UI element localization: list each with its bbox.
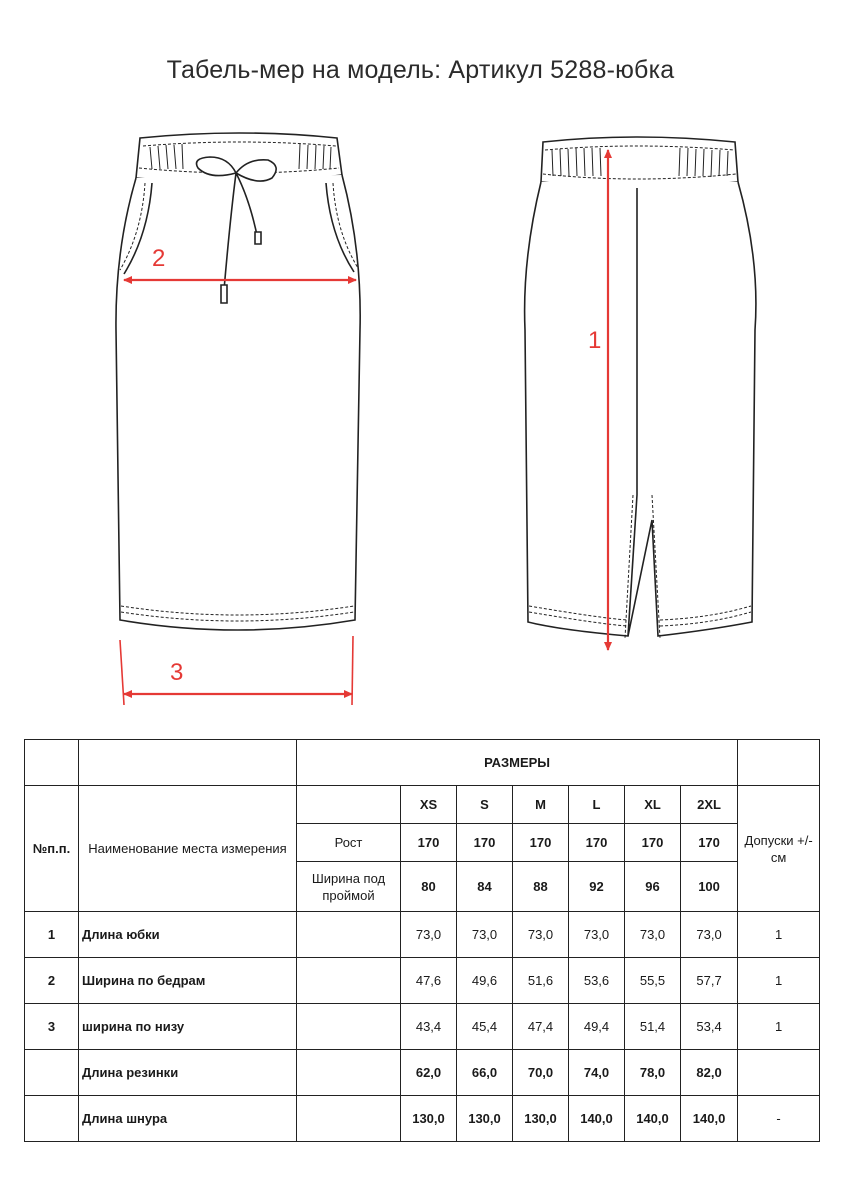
chest-value: 92 xyxy=(569,862,625,912)
row-value: 62,0 xyxy=(401,1050,457,1096)
size-2xl: 2XL xyxy=(681,786,738,824)
dimension-label-3: 3 xyxy=(170,659,184,686)
chest-value: 88 xyxy=(513,862,569,912)
height-value: 170 xyxy=(457,824,513,862)
row-value: 73,0 xyxy=(513,912,569,958)
row-value: 82,0 xyxy=(681,1050,738,1096)
size-m: M xyxy=(513,786,569,824)
chest-label: Ширина под проймой xyxy=(297,862,401,912)
row-no xyxy=(25,1050,79,1096)
row-value: 78,0 xyxy=(625,1050,681,1096)
col-name-header: Наименование места измерения xyxy=(79,786,297,912)
row-name: Длина резинки xyxy=(79,1050,297,1096)
col-no-header: №п.п. xyxy=(25,786,79,912)
table-row xyxy=(25,912,820,958)
row-tolerance: - xyxy=(738,1096,820,1142)
row-value: 53,6 xyxy=(569,958,625,1004)
row-name: Длина юбки xyxy=(79,912,297,958)
row-value: 51,4 xyxy=(625,1004,681,1050)
row-value: 49,6 xyxy=(457,958,513,1004)
row-value: 130,0 xyxy=(401,1096,457,1142)
row-value: 49,4 xyxy=(569,1004,625,1050)
row-tolerance xyxy=(738,1050,820,1096)
row-value: 47,4 xyxy=(513,1004,569,1050)
height-value: 170 xyxy=(513,824,569,862)
row-name: ширина по низу xyxy=(79,1004,297,1050)
measurement-table xyxy=(24,739,820,1142)
row-value: 51,6 xyxy=(513,958,569,1004)
height-value: 170 xyxy=(625,824,681,862)
row-value: 74,0 xyxy=(569,1050,625,1096)
size-xl: XL xyxy=(625,786,681,824)
row-value: 66,0 xyxy=(457,1050,513,1096)
front-view xyxy=(116,133,360,630)
header-blank-no xyxy=(25,740,79,786)
row-value: 70,0 xyxy=(513,1050,569,1096)
chest-value: 84 xyxy=(457,862,513,912)
row-value: 55,5 xyxy=(625,958,681,1004)
row-value: 73,0 xyxy=(401,912,457,958)
height-value: 170 xyxy=(569,824,625,862)
row-value: 140,0 xyxy=(681,1096,738,1142)
row-blank xyxy=(297,1004,401,1050)
row-tolerance: 1 xyxy=(738,1004,820,1050)
table-row xyxy=(25,958,820,1004)
height-value: 170 xyxy=(681,824,738,862)
row-value: 130,0 xyxy=(457,1096,513,1142)
page-title: Табель-мер на модель: Артикул 5288-юбка xyxy=(166,56,675,84)
height-value: 170 xyxy=(401,824,457,862)
row-value: 140,0 xyxy=(569,1096,625,1142)
row-blank xyxy=(297,912,401,958)
col-tolerance-header: Допуски +/- см xyxy=(738,786,820,912)
table-row xyxy=(25,1004,820,1050)
row-value: 43,4 xyxy=(401,1004,457,1050)
row-blank xyxy=(297,1050,401,1096)
row-value: 73,0 xyxy=(457,912,513,958)
row-value: 45,4 xyxy=(457,1004,513,1050)
row-no xyxy=(25,1096,79,1142)
size-xs: XS xyxy=(401,786,457,824)
size-row-blank xyxy=(297,786,401,824)
row-value: 73,0 xyxy=(681,912,738,958)
chest-value: 80 xyxy=(401,862,457,912)
row-value: 130,0 xyxy=(513,1096,569,1142)
chest-value: 100 xyxy=(681,862,738,912)
chest-value: 96 xyxy=(625,862,681,912)
dimension-label-2: 2 xyxy=(152,245,166,272)
row-name: Ширина по бедрам xyxy=(79,958,297,1004)
header-blank-tol xyxy=(738,740,820,786)
sizes-header: РАЗМЕРЫ xyxy=(297,740,738,786)
row-value: 47,6 xyxy=(401,958,457,1004)
row-no: 2 xyxy=(25,958,79,1004)
row-value: 57,7 xyxy=(681,958,738,1004)
row-tolerance: 1 xyxy=(738,912,820,958)
table-row xyxy=(25,1050,820,1096)
row-no: 3 xyxy=(25,1004,79,1050)
dimension-label-1: 1 xyxy=(588,327,602,354)
height-label: Рост xyxy=(297,824,401,862)
size-s: S xyxy=(457,786,513,824)
header-blank-name xyxy=(79,740,297,786)
row-value: 73,0 xyxy=(625,912,681,958)
row-value: 53,4 xyxy=(681,1004,738,1050)
row-value: 140,0 xyxy=(625,1096,681,1142)
back-view xyxy=(525,137,756,638)
row-blank xyxy=(297,1096,401,1142)
row-value: 73,0 xyxy=(569,912,625,958)
row-blank xyxy=(297,958,401,1004)
row-tolerance: 1 xyxy=(738,958,820,1004)
table-row xyxy=(25,1096,820,1142)
row-name: Длина шнура xyxy=(79,1096,297,1142)
row-no: 1 xyxy=(25,912,79,958)
size-l: L xyxy=(569,786,625,824)
